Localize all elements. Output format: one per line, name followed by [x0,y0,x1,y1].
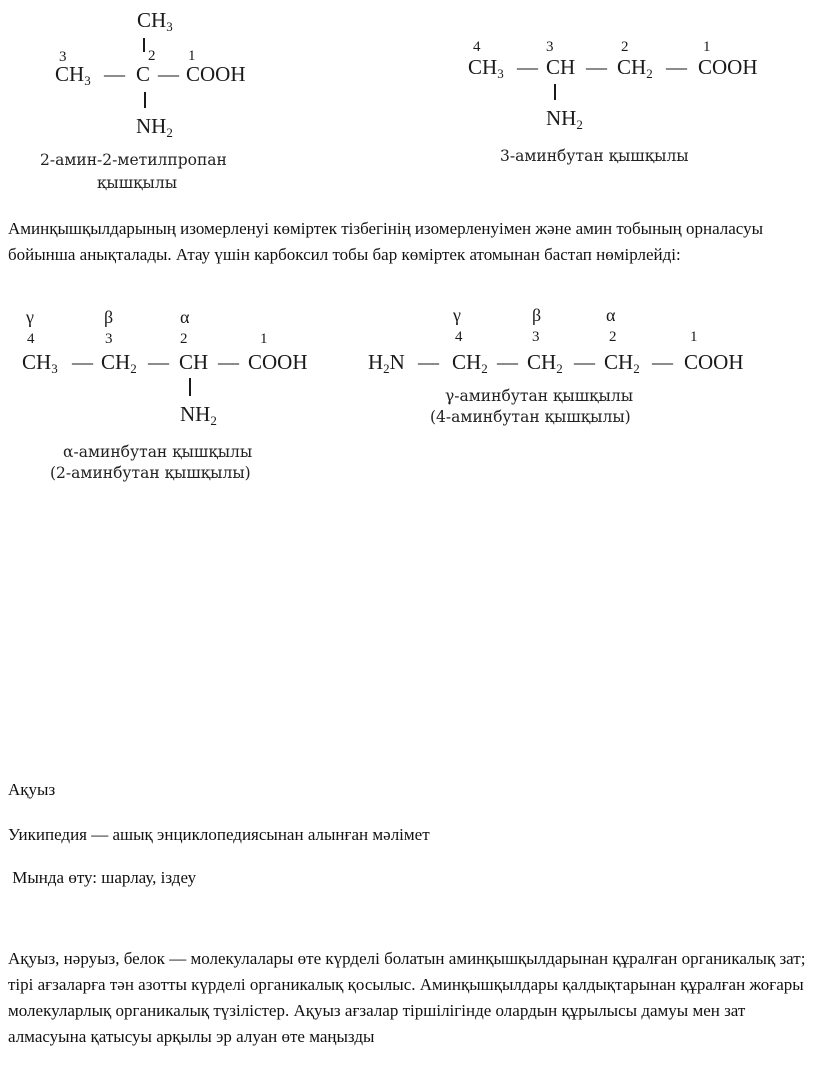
carbon-number-2: 2 [180,331,188,347]
amino-group: $NH_2$ [546,106,583,132]
methylene: $CH_2$ [617,55,653,81]
carboxyl-group: COOH [248,350,308,374]
label-beta: β [532,305,542,325]
carbon-number-4: 4 [455,329,463,345]
bond-vertical [189,378,191,396]
label-alpha: α [606,305,616,325]
methylene: $CH_2$ [101,350,137,376]
methyl: $CH_3$ [22,350,58,376]
carbon-number-2: 2 [148,48,156,64]
carbon-center: C [136,62,151,86]
label-beta: β [104,307,114,327]
amino-group: $H_2N$ [368,350,405,376]
label-gamma: γ [26,307,34,327]
bond-dash: — [497,350,518,374]
bond-dash: — [148,350,169,374]
bond-vertical-bottom [144,92,146,108]
bond-dash: — [586,55,607,79]
carbon-number-1: 1 [260,331,268,347]
carboxyl-group: COOH [186,62,246,86]
bond-dash: — [574,350,595,374]
methylene: $CH_2$ [604,350,640,376]
bond-dash: — [158,62,179,86]
caption-line1: γ-аминбутан қышқылы [445,387,634,405]
caption-line1: α-аминбутан қышқылы [63,443,253,461]
caption-line2: (2-аминбутан қышқылы) [50,464,251,482]
heading-protein: Ақуыз [8,780,56,799]
bond-dash: — [218,350,239,374]
bond-dash: — [666,55,687,79]
caption: 3-аминбутан қышқылы [500,147,689,165]
carbon-number-1: 1 [703,39,711,55]
bond-dash: — [418,350,439,374]
methine: CH [179,350,209,374]
bond-dash: — [517,55,538,79]
bond-dash: — [104,62,125,86]
structure-2-amino-2-methylpropanoic-acid [0,0,300,200]
methyl-top: $CH_3$ [137,8,173,34]
carbon-number-3: 3 [546,39,554,55]
nav-line: Мында өту: шарлау, іздеу [8,868,197,887]
carbon-number-3: 3 [532,329,540,345]
caption-line1: 2-амин-2-метилпропан [40,151,227,169]
methylene: $CH_2$ [527,350,563,376]
structure-3-aminobutanoic-acid [450,0,790,180]
carbon-number-2: 2 [621,39,629,55]
structure-gamma-aminobutanoic-acid [360,300,800,440]
carboxyl-group: COOH [698,55,758,79]
methine: CH [546,55,576,79]
source-line: Уикипедия — ашық энциклопедиясынан алынған мәлімет [8,825,430,844]
paragraph-protein: Ақуыз, нәруыз, белок — молекулалары өте күрделі болатын аминқышқылдарынан құралған органикалық зат; тірі ағзаларға тән азотты күрделі органикалық қосылыс. Аминқышқылдары қалдықтарынан құралған жоғары молекуларлық органикалық түзілістер. Ақуыз ағзалар тіршілігінде олардын құрылысы дамуы мен зат алмасуына қатысуы арқылы эр алуан өте маңызды [8,949,806,1046]
carbon-number-2: 2 [609,329,617,345]
carbon-number-4: 4 [27,331,35,347]
paragraph-isomerism: Аминқышқылдарының изомерленуі көміртек тізбегінің изомерленуімен және амин тобының орналасуы бойынша анықталады. Атау үшін карбоксил тобы бар көміртек атомынан бастап нөмірлейді: [8,219,764,264]
methyl-left: $CH_3$ [55,62,91,88]
label-gamma: γ [453,305,461,325]
caption-line2: (4-аминбутан қышқылы) [430,408,631,426]
carbon-number-3: 3 [105,331,113,347]
bond-vertical-top [143,38,145,52]
carboxyl-group: COOH [684,350,744,374]
bond-vertical [554,84,556,100]
carbon-number-1: 1 [188,48,196,64]
caption-line2: қышқылы [97,174,178,192]
amino-group: $NH_2$ [136,114,173,140]
methylene: $CH_2$ [452,350,488,376]
carbon-number-4: 4 [473,39,481,55]
label-alpha: α [180,307,190,327]
amino-group: $NH_2$ [180,402,217,428]
carbon-number-1: 1 [690,329,698,345]
carbon-number-3: 3 [59,49,67,65]
bond-dash: — [652,350,673,374]
bond-dash: — [72,350,93,374]
structure-alpha-aminobutanoic-acid [0,300,340,490]
methyl: $CH_3$ [468,55,504,81]
